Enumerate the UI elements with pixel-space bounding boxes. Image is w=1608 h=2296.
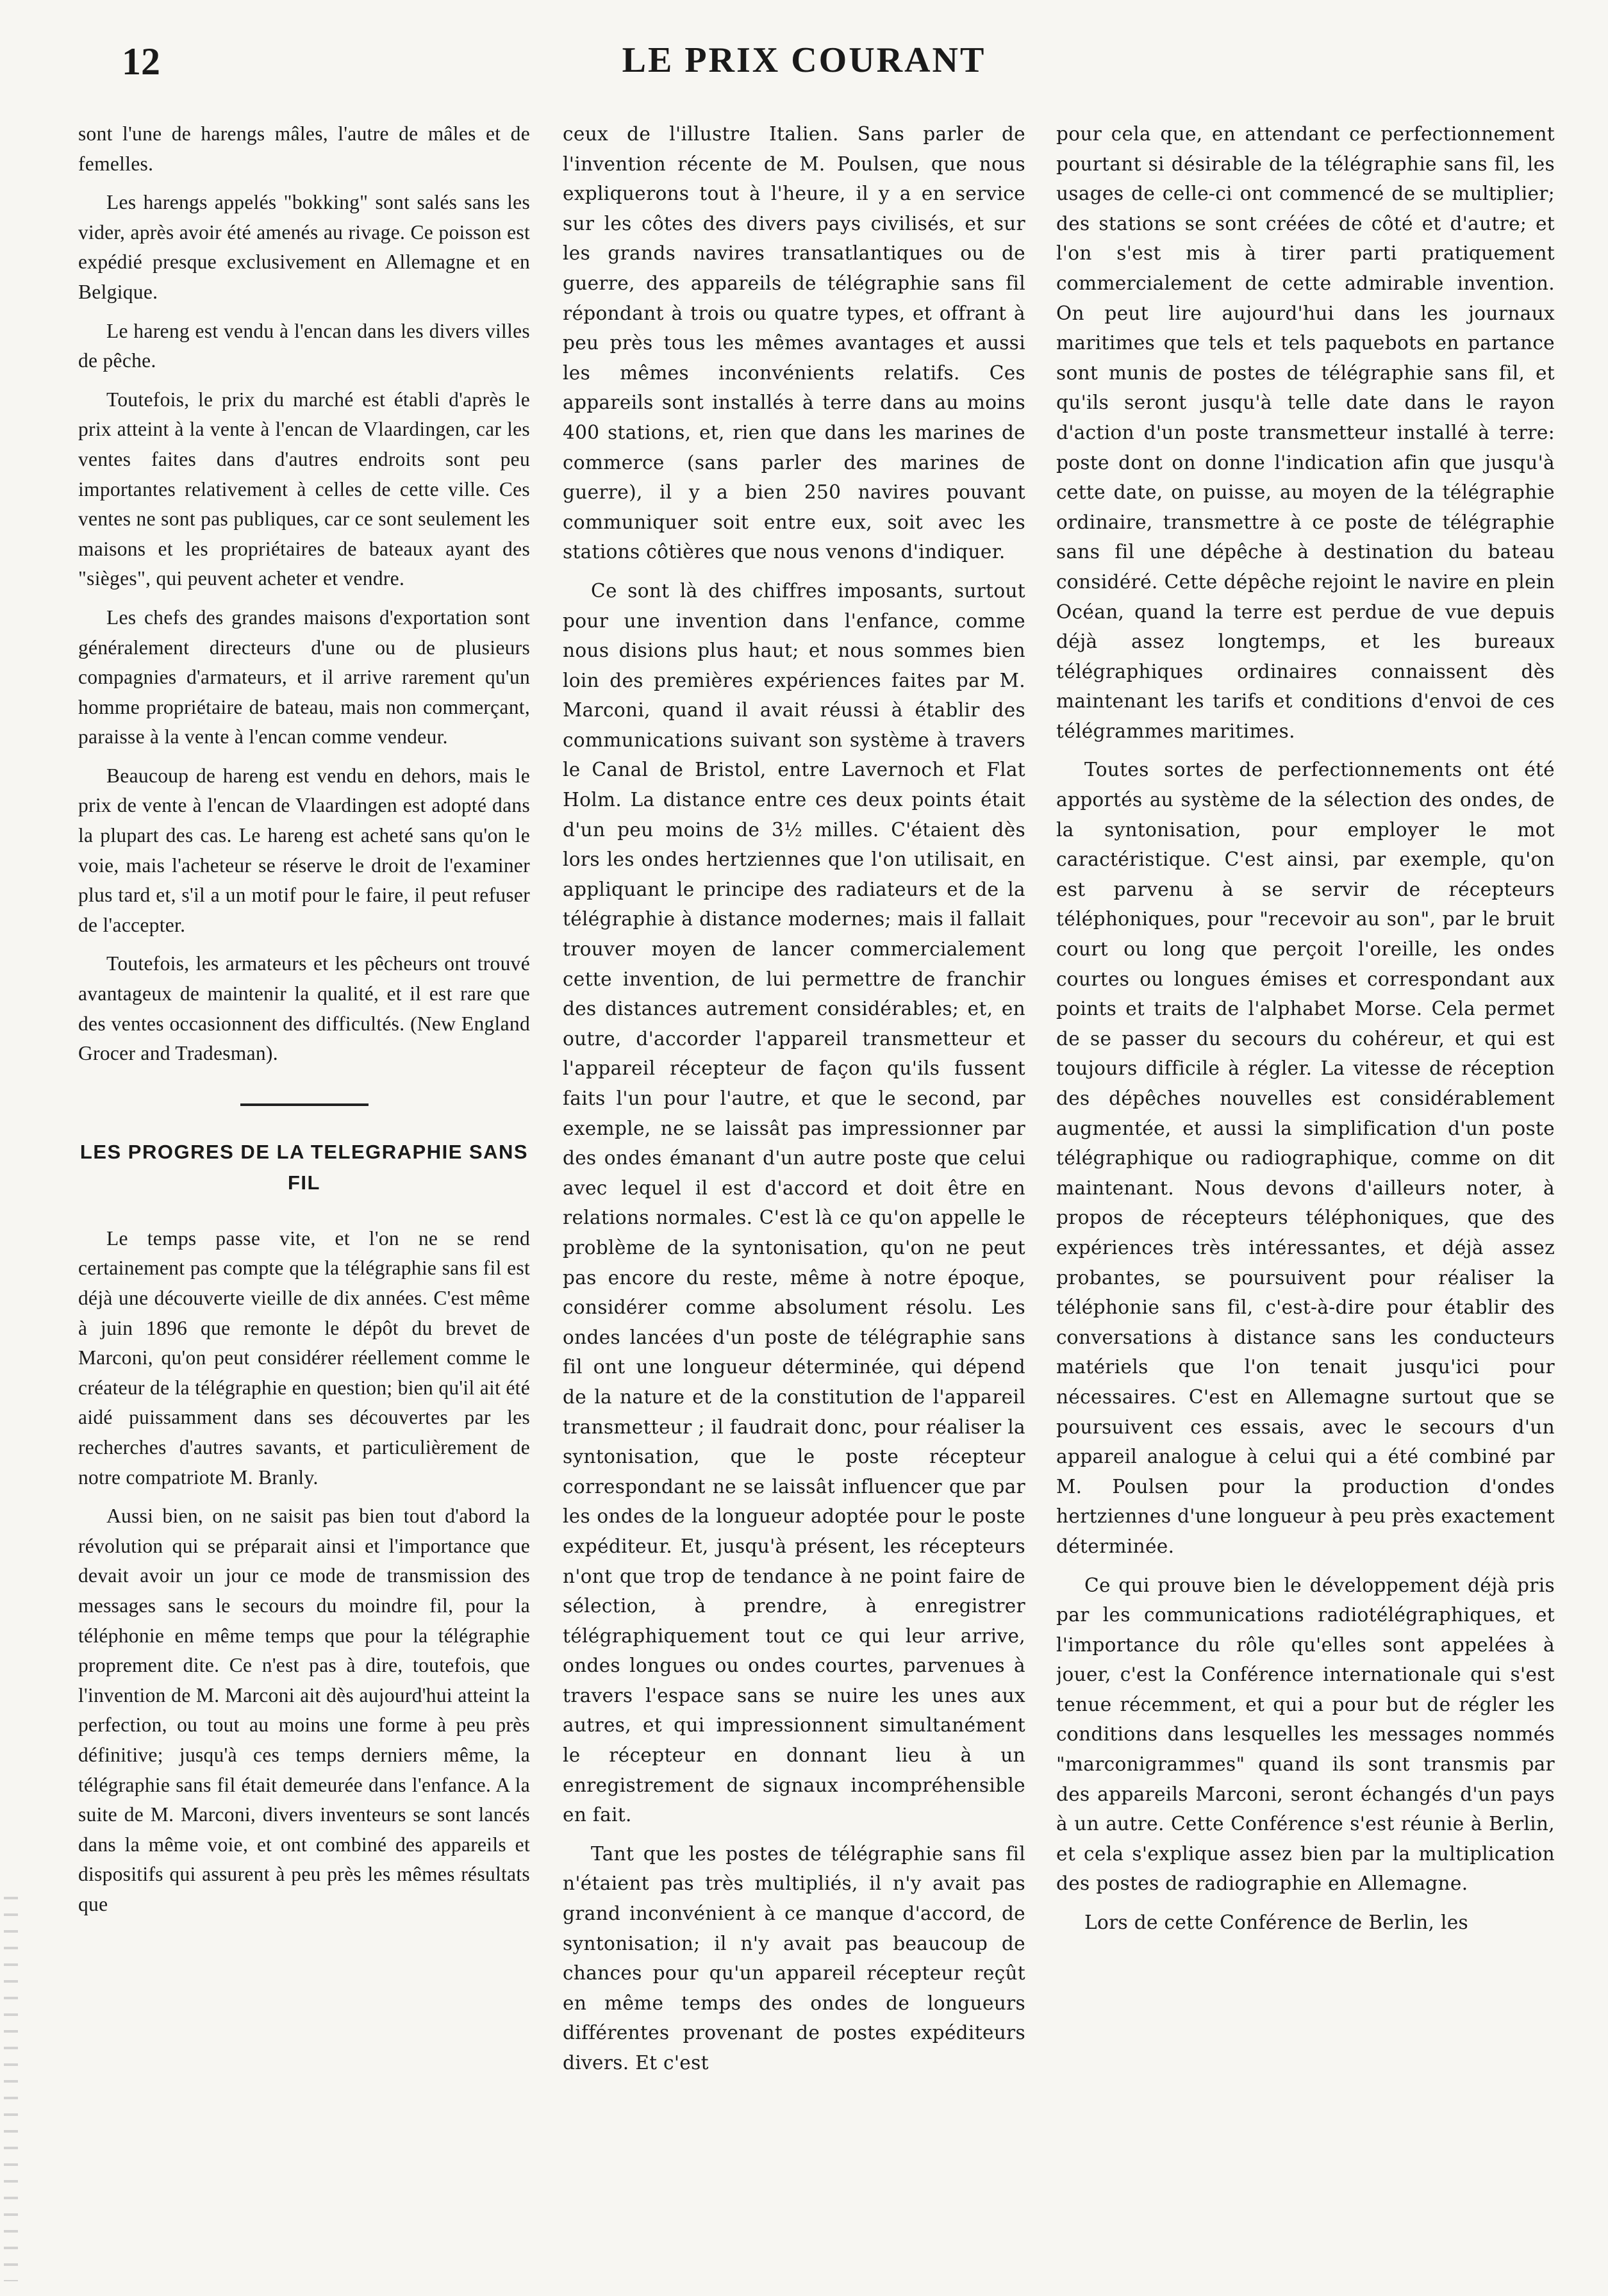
paragraph: ceux de l'illustre Italien. Sans parler de l'invention récente de M. Poulsen, que nous expliquerons tout à l'heure, il y a en service sur les côtes des divers pays civilisés, et sur les grands navires transatlantiques ou de guerre, des appareils de télégraphie sans fil répondant à trois ou quatre types, et offrant à peu près tous les mêmes avantages et aussi les mêmes inconvénients relatifs. Ces appareils sont installés à terre dans au moins 400 stations, et, rien que dans les marines de commerce (sans parler des marines de guerre), il y a bien 250 navires pouvant communiquer soit entre eux, soit avec les stations côtières que nous venons d'indiquer. bbox=[563, 123, 1025, 563]
section-divider bbox=[240, 1103, 369, 1106]
paragraph: Lors de cette Conférence de Berlin, les bbox=[1084, 1912, 1469, 1934]
paragraph: Tant que les postes de télégraphie sans fil n'étaient pas très multipliés, il n'y avait pas grand inconvénient à ce manque d'accord, de syntonisation; il n'y avait pas beaucoup de chances pour qu'un appareil récepteur reçût en même temps des ondes de longueurs différentes provenant de postes expéditeurs divers. Et c'est bbox=[563, 1842, 1025, 2074]
paragraph: Les harengs appelés "bokking" sont salés sans les vider, après avoir été amenés au rivage. Ce poisson est expédié presque exclusivement en Allemagne et en Belgique. bbox=[78, 191, 530, 303]
paragraph: Toutes sortes de perfectionnements ont été apportés au système de la sélection des ondes, de la syntonisation, pour employer le mot caractéristique. C'est ainsi, par exemple, qu'on est parvenu à se servir de récepteurs téléphoniques, pour "recevoir au son", par le bruit court ou long que perçoit l'oreille, les ondes courtes ou longues émises et correspondant aux points et traits de l'alphabet Morse. Cela permet de se passer du secours du cohéreur, et qui est toujours difficile à régler. La vitesse de réception des dépêches nouvelles est considérablement augmentée, et aussi la simplification d'un poste télégraphique ou radiographique, comme on dit maintenant. Nous devons d'ailleurs noter, à propos de récepteurs téléphoniques, que des expériences très intéressantes, et déjà assez probantes, se poursuivent pour réaliser la téléphonie sans fil, c'est-à-dire pour établir des conversations à distance sans les conducteurs matériels que l'on tenait jusqu'ici pour nécessaires. C'est en Allemagne surtout que se poursuivent ces essais, avec le secours d'un appareil analogue à celui qui a été combiné par M. Poulsen pour la production d'ondes hertziennes d'une longueur à peu près exactement déterminée. bbox=[1056, 759, 1555, 1557]
paragraph: Ce sont là des chiffres imposants, surtout pour une invention dans l'enfance, comme nous disions plus haut; et nous sommes bien loin des premières expériences faites par M. Marconi, quand il avait réussi à établir des communications suivant son système à travers le Canal de Bristol, entre Lavernoch et Flat Holm. La distance entre ces deux points était d'un peu moins de 3½ milles. C'étaient dès lors les ondes hertziennes que l'on utilisait, en appliquant le principe des radiateurs et de la télégraphie à distance modernes; mais il fallait trouver moyen de lancer commercialement cette invention, de lui permettre de franchir des distances autrement considérables; et, en outre, d'accorder l'appareil transmetteur et l'appareil récepteur de façon qu'ils fussent faits l'un pour l'autre, et que le second, par exemple, ne se laissât pas impressionner par des ondes émanant d'un autre poste que celui avec lequel il est d'accord et doit être en relations normales. C'est là ce qu'on appelle le problème de la syntonisation, qu'on ne peut pas encore du reste, même à notre époque, considérer comme absolument résolu. Les ondes lancées d'un poste de télégraphie sans fil ont une longueur déterminée, qui dépend de la nature et de la constitution de l'appareil transmetteur ; il faudrait donc, pour réaliser la syntonisation, que le poste récepteur correspondant ne se laissât influencer que par les ondes de la longueur adoptée pour le poste expéditeur. Et, jusqu'à présent, les récepteurs n'ont que trop de tendance à ne point faire de sélection, à prendre, à enregistrer télégraphiquement tout ce qui leur arrive, ondes longues ou ondes courtes, parvenues à travers l'espace sans se nuire les unes aux autres, et qui impressionnent simultanément le récepteur en donnant lieu à un enregistrement de signaux incompréhensible en fait. bbox=[563, 579, 1025, 1826]
page-number: 12 bbox=[122, 40, 160, 83]
paragraph: Les chefs des grandes maisons d'exportation sont généralement directeurs d'une ou de plusieurs compagnies d'armateurs, et il arrive rarement qu'un homme propriétaire de bateau, mais non commerçant, paraisse à la vente à l'encan comme vendeur. bbox=[78, 606, 530, 748]
paragraph: Toutefois, le prix du marché est établi d'après le prix atteint à la vente à l'encan de Vlaardingen, car les ventes faites dans d'autres endroits sont peu importantes relativement à celles de cette ville. Ces ventes ne sont pas publiques, car ce sont seulement les maisons et les propriétaires de bateaux ayant des "sièges", qui peuvent acheter et vendre. bbox=[78, 388, 530, 590]
binding-margin-marks bbox=[4, 1897, 18, 2281]
paragraph: Beaucoup de hareng est vendu en dehors, mais le prix de vente à l'encan de Vlaardingen est adopté dans la plupart des cas. Le hareng est acheté sans qu'on le voie, mais l'acheteur se réserve le droit de l'examiner plus tard et, s'il a un motif pour le faire, il peut refuser de l'accepter. bbox=[78, 764, 530, 936]
paragraph: Toutefois, les armateurs et les pêcheurs ont trouvé avantageux de maintenir la qualité, et il est rare que des ventes occasionnent des difficultés. (New England Grocer and Tradesman). bbox=[78, 952, 530, 1065]
column-1 bbox=[78, 119, 530, 2292]
paragraph: sont l'une de harengs mâles, l'autre de mâles et de femelles. bbox=[78, 122, 530, 175]
article-heading: LES PROGRES DE LA TELEGRAPHIE SANS FIL bbox=[79, 1140, 529, 1194]
running-title: LE PRIX COURANT bbox=[622, 40, 986, 80]
column-2 bbox=[563, 119, 1025, 2292]
paragraph: Aussi bien, on ne saisit pas bien tout d'abord la révolution qui se préparait ainsi et l'importance que devait avoir un jour ce mode de transmission des messages sans le secours du moindre fil, pour la téléphonie en même temps que pour la télégraphie proprement dite. Ce n'est pas à dire, toutefois, que l'invention de M. Marconi ait dès aujourd'hui atteint la perfection, ou tout au moins une forme à peu près définitive; jusqu'à ces temps derniers même, la télégraphie sans fil était demeurée dans l'enfance. A la suite de M. Marconi, divers inventeurs se sont lancés dans la même voie, et ont combiné des appareils et dispositifs qui assurent à peu près les mêmes résultats que bbox=[78, 1505, 530, 1915]
paragraph: pour cela que, en attendant ce perfectionnement pourtant si désirable de la télégraphie sans fil, les usages de celle-ci ont commencé de se multiplier; des stations se sont créées de côté et d'autre; et l'on s'est mis à tirer parti pratiquement commercialement de cette admirable invention. On peut lire aujourd'hui dans les journaux maritimes que tels et tels paquebots en partance sont munis de postes de télégraphie sans fil, et qu'ils seront jusqu'à telle date dans le rayon d'action d'un poste transmetteur installé à terre: poste dont on donne l'indication afin que jusqu'à cette date, on puisse, au moyen de la télégraphie ordinaire, transmettre à ce poste de télégraphie sans fil une dépêche à destination du bateau considéré. Cette dépêche rejoint le navire en plein Océan, quand la terre est perdue de vue depuis déjà assez longtemps, et les bureaux télégraphiques ordinaires connaissent dès maintenant les tarifs et conditions d'envoi de ces télégrammes maritimes. bbox=[1056, 123, 1555, 742]
page-header bbox=[0, 40, 1608, 91]
column-3 bbox=[1056, 119, 1555, 2292]
paragraph: Le temps passe vite, et l'on ne se rend certainement pas compte que la télégraphie sans fil est déjà une découverte vieille de dix années. C'est même à juin 1896 que remonte le dépôt du brevet de Marconi, qu'on peut considérer réellement comme le créateur de la télégraphie en question; bien qu'il ait été aidé puissamment dans ses découvertes par les recherches d'autres savants, et particulièrement de notre compatriote M. Branly. bbox=[78, 1226, 530, 1489]
paragraph: Ce qui prouve bien le développement déjà pris par les communications radiotélégraphiques, et l'importance du rôle qu'elles sont appelées à jouer, c'est la Conférence internationale qui s'est tenue récemment, et qui a pour but de régler les conditions dans lesquelles les messages nommés "marconigrammes" quand ils sont transmis par des appareils Marconi, seront échangés d'un pays à un autre. Cette Conférence s'est réunie à Berlin, et cela s'explique assez bien par la multiplication des postes de radiographie en Allemagne. bbox=[1056, 1574, 1555, 1895]
paragraph: Le hareng est vendu à l'encan dans les divers villes de pêche. bbox=[78, 319, 530, 372]
